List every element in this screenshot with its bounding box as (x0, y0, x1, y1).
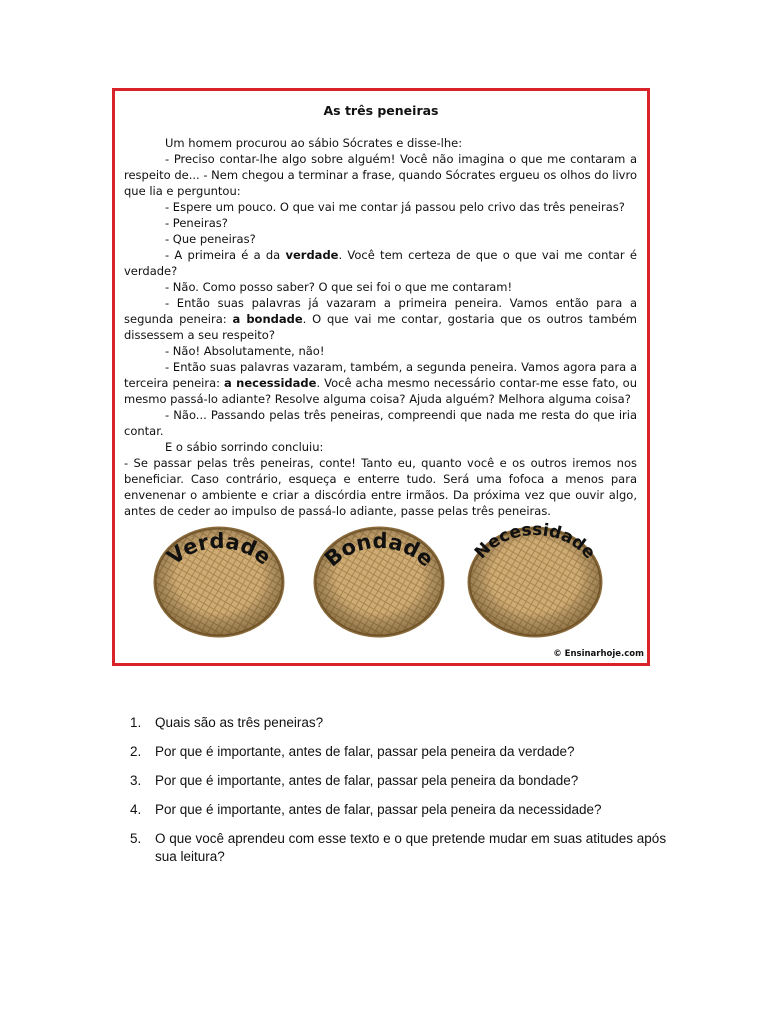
question-number: 3. (130, 773, 142, 788)
story-paragraph (124, 215, 637, 231)
basket-label: Necessidade (470, 521, 600, 564)
question-text: Por que é importante, antes de falar, passar pela peneira da bondade? (155, 773, 579, 788)
text-run: - A primeira é a da (165, 248, 286, 262)
story-paragraph (124, 439, 637, 455)
basket-label: Bondade (319, 528, 439, 572)
story-paragraph (124, 407, 637, 439)
story-frame (112, 88, 650, 666)
story-paragraph (124, 455, 637, 519)
story-paragraph (124, 343, 637, 359)
story-paragraph (124, 151, 637, 199)
question-text: Quais são as três peneiras? (155, 715, 324, 730)
text-run: - Então suas palavras vazaram, também, a segunda peneira. Vamos agora para a terceira peneira: (124, 360, 637, 390)
question-number: 1. (130, 715, 142, 730)
text-run: Um homem procurou ao sábio Sócrates e disse-lhe: (165, 136, 463, 150)
question-text: Por que é importante, antes de falar, passar pela peneira da verdade? (155, 744, 575, 759)
text-run: - Que peneiras? (165, 232, 256, 246)
question-item (130, 772, 670, 790)
question-text: O que você aprendeu com esse texto e o que pretende mudar em suas atitudes após sua leitura? (155, 831, 667, 864)
text-run: E o sábio sorrindo concluiu: (165, 440, 324, 454)
story-paragraph (124, 295, 637, 343)
text-run: - Preciso contar-lhe algo sobre alguém! Você não imagina o que me contaram a respeito de... - Nem chegou a terminar a frase, quando Sócrates ergueu os olhos do livro que lia e perguntou: (124, 152, 637, 198)
emphasis-text: a bondade (232, 312, 303, 326)
text-run: . Você acha mesmo necessário contar-me esse fato, ou mesmo passá-lo adiante? Resolve alguma coisa? Ajuda alguém? Melhora alguma coisa? (124, 376, 637, 406)
question-item (130, 743, 670, 761)
question-text: Por que é importante, antes de falar, passar pela peneira da necessidade? (155, 802, 602, 817)
basket-necessidade (465, 521, 605, 639)
basket-verdade (151, 521, 287, 639)
credit-text: © Ensinarhoje.com (553, 649, 644, 659)
emphasis-text: verdade (285, 248, 339, 262)
baskets-illustration (115, 521, 647, 641)
text-run: - Espere um pouco. O que vai me contar já passou pelo crivo das três peneiras? (165, 200, 625, 214)
story-paragraph (124, 359, 637, 407)
text-run: - Então suas palavras já vazaram a primeira peneira. Vamos então para a segunda peneira: (124, 296, 637, 326)
basket-bondade (311, 521, 447, 639)
question-item (130, 714, 670, 732)
story-paragraph (124, 247, 637, 279)
story-paragraph (124, 199, 637, 215)
text-run: - Não... Passando pelas três peneiras, compreendi que nada me resta do que iria contar. (124, 408, 637, 438)
text-run: . O que vai me contar, gostaria que os outros também dissessem a seu respeito? (124, 312, 637, 342)
story-text (124, 135, 637, 519)
story-paragraph (124, 135, 637, 151)
question-list (130, 714, 670, 877)
question-number: 2. (130, 744, 142, 759)
question-item (130, 801, 670, 819)
emphasis-text: a necessidade (224, 376, 317, 390)
text-run: - Se passar pelas três peneiras, conte! Tanto eu, quanto você e os outros iremos nos beneficiar. Caso contrário, esqueça e enterre tudo. Será uma fofoca a menos para envenenar o ambiente e criar a discórdia entre irmãos. Da próxima vez que ouvir algo, antes de ceder ao impulso de passá-lo adiante, passe pelas três peneiras. (124, 456, 637, 518)
question-item (130, 830, 670, 866)
text-run: - Não! Absolutamente, não! (165, 344, 325, 358)
story-paragraph (124, 279, 637, 295)
question-number: 5. (130, 831, 142, 846)
basket-label: Verdade (162, 528, 276, 570)
text-run: . Você tem certeza de que o que vai me contar é verdade? (124, 248, 637, 278)
text-run: - Peneiras? (165, 216, 228, 230)
story-paragraph (124, 231, 637, 247)
story-title: As três peneiras (323, 103, 439, 118)
text-run: - Não. Como posso saber? O que sei foi o que me contaram! (165, 280, 513, 294)
question-number: 4. (130, 802, 142, 817)
